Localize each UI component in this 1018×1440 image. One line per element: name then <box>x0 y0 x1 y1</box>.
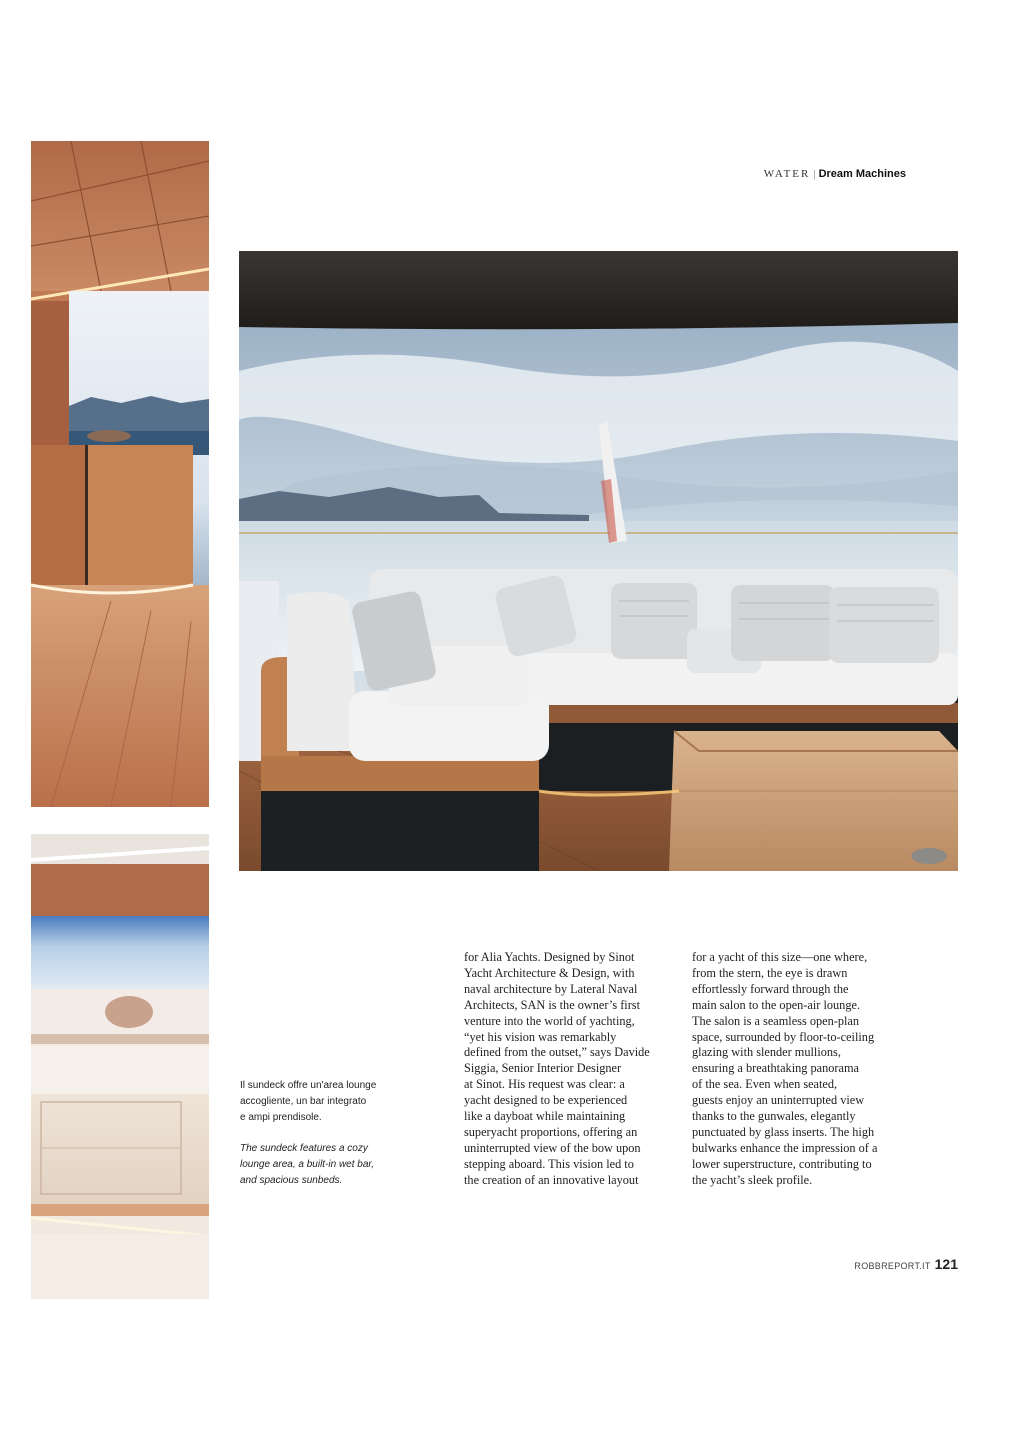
body-line: superyacht proportions, offering an <box>464 1124 638 1139</box>
body-line: ensuring a breathtaking panorama <box>692 1061 859 1076</box>
caption-italian-line: Il sundeck offre un'area lounge <box>240 1080 377 1091</box>
body-line: at Sinot. His request was clear: a <box>464 1077 625 1092</box>
caption-italian <box>240 1078 390 1126</box>
salon-illustration <box>31 141 209 807</box>
body-line: punctuated by glass inserts. The high <box>692 1124 875 1139</box>
caption-english-line: lounge area, a built-in wet bar, <box>240 1159 374 1170</box>
page-number: 121 <box>934 1256 958 1272</box>
body-line: stepping aboard. This vision led to <box>464 1156 634 1171</box>
body-line: Siggia, Senior Interior Designer <box>464 1061 622 1076</box>
body-line: guests enjoy an uninterrupted view <box>692 1093 865 1108</box>
body-line: The salon is a seamless open-plan <box>692 1013 859 1028</box>
header-separator: | <box>813 168 816 180</box>
body-line: venture into the world of yachting, <box>464 1013 635 1028</box>
caption-english <box>240 1141 390 1189</box>
caption-italian-line: e ampi prendisole. <box>240 1112 322 1123</box>
body-line: naval architecture by Lateral Naval <box>464 981 638 996</box>
bar-illustration <box>31 834 209 1299</box>
body-line: uninterrupted view of the bow upon <box>464 1140 641 1155</box>
body-line: space, surrounded by floor-to-ceiling <box>692 1029 875 1044</box>
body-line: “yet his vision was remarkably <box>464 1029 617 1044</box>
body-line: the yacht’s sleek profile. <box>692 1172 813 1187</box>
sundeck-lounge-photo <box>239 251 958 871</box>
folio-site: ROBBREPORT.IT <box>854 1261 931 1271</box>
body-line: Architects, SAN is the owner’s first <box>464 997 640 1012</box>
body-line: effortlessly forward through the <box>692 981 849 996</box>
body-line: the creation of an innovative layout <box>464 1172 639 1187</box>
body-line: thanks to the gunwales, elegantly <box>692 1109 856 1124</box>
body-line: like a dayboat while maintaining <box>464 1109 626 1124</box>
body-line: defined from the outset,” says Davide <box>464 1045 650 1060</box>
body-line: of the sea. Even when seated, <box>692 1077 838 1092</box>
body-line: glazing with slender mullions, <box>692 1045 841 1060</box>
body-line: bulwarks enhance the impression of a <box>692 1140 878 1155</box>
body-line: yacht designed to be experienced <box>464 1093 628 1108</box>
interior-salon-photo <box>31 141 209 807</box>
section-topic: Dream Machines <box>818 168 906 180</box>
caption-english-line: and spacious sunbeds. <box>240 1175 343 1186</box>
body-line: Yacht Architecture & Design, with <box>464 965 635 980</box>
body-line: from the stern, the eye is drawn <box>692 965 848 980</box>
body-line: for Alia Yachts. Designed by Sinot <box>464 950 635 964</box>
body-line: lower superstructure, contributing to <box>692 1156 872 1171</box>
running-head <box>700 168 906 180</box>
page-folio <box>840 1256 958 1274</box>
article-column-1 <box>464 950 676 1189</box>
section-label: WATER <box>763 168 811 180</box>
article-column-2 <box>692 950 904 1189</box>
caption-english-line: The sundeck features a cozy <box>240 1143 368 1154</box>
body-line: for a yacht of this size—one where, <box>692 950 868 964</box>
caption-italian-line: accogliente, un bar integrato <box>240 1096 367 1107</box>
body-line: main salon to the open-air lounge. <box>692 997 861 1012</box>
wet-bar-photo <box>31 834 209 1299</box>
sundeck-illustration <box>239 251 958 871</box>
